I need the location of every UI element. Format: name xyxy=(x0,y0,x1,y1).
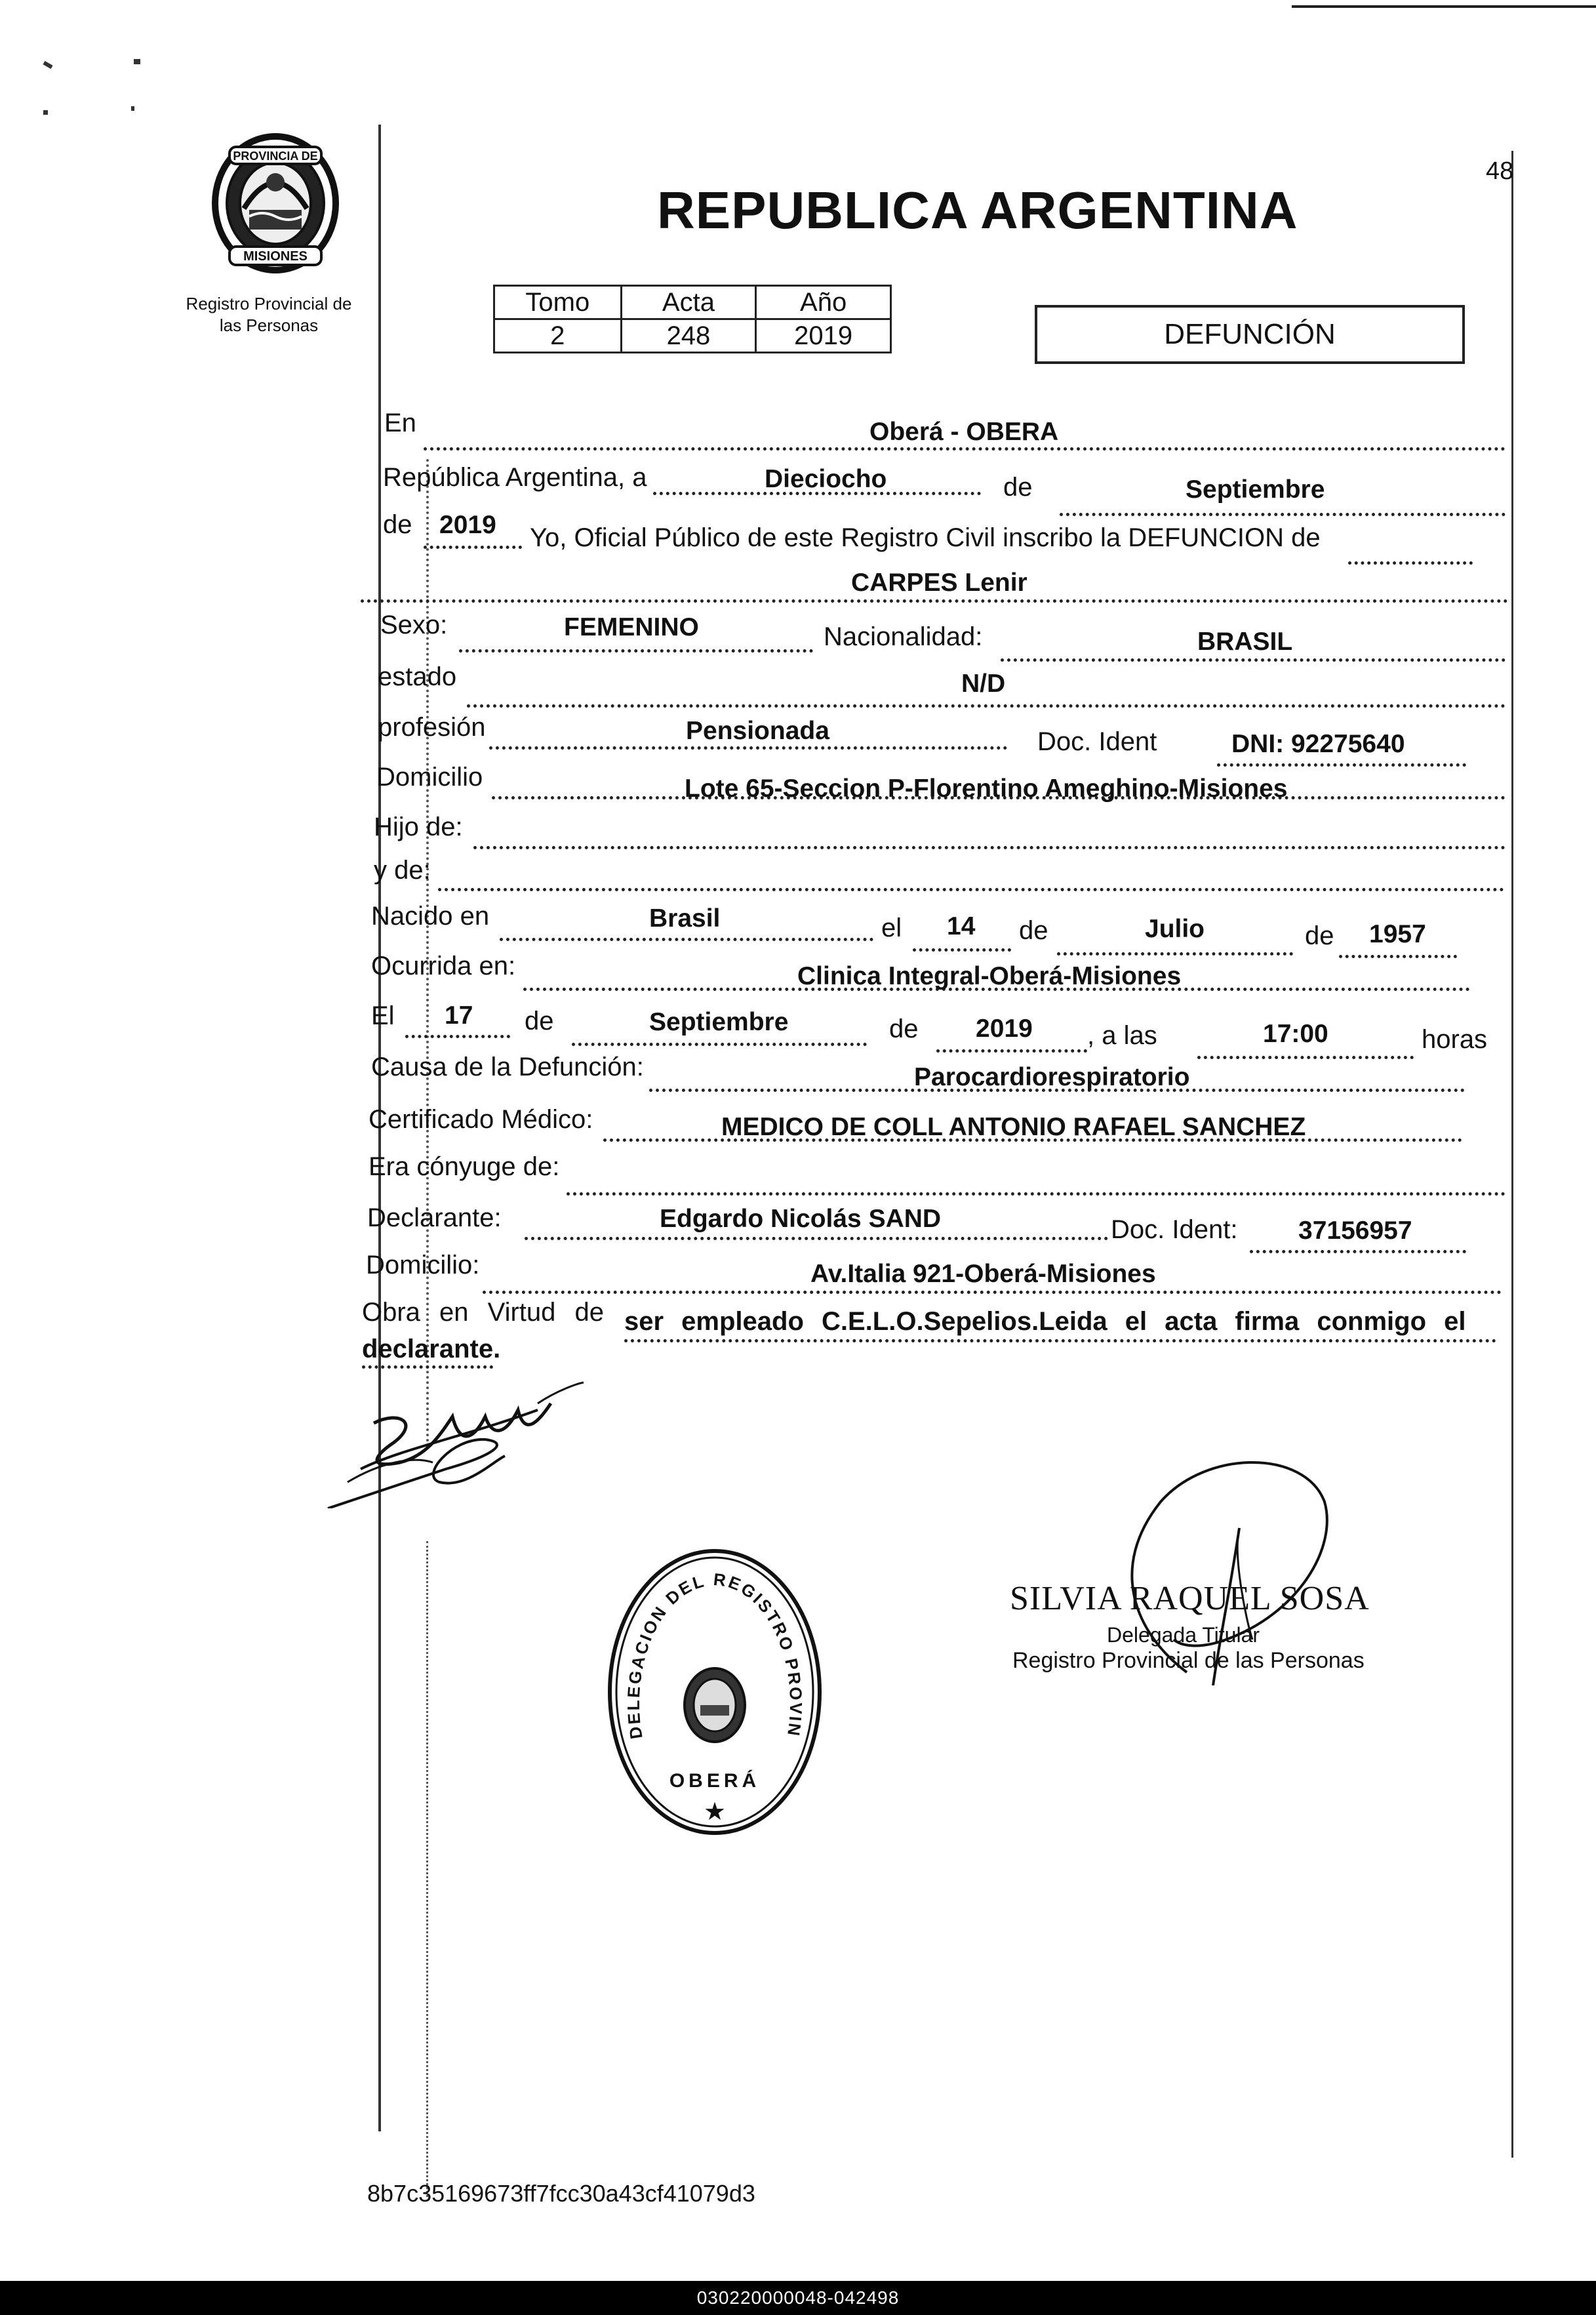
scan-speck xyxy=(43,61,52,69)
svg-text:PROVINCIA DE: PROVINCIA DE xyxy=(233,150,318,163)
hijo-de-dotted-line xyxy=(473,846,1506,849)
declarante-domicilio-value: Av.Italia 921-Oberá-Misiones xyxy=(810,1260,1156,1288)
causa-label: Causa de la Defunción: xyxy=(371,1053,644,1081)
nacido-en-dotted-line xyxy=(500,938,873,941)
doc-ident-value: DNI: 92275640 xyxy=(1231,730,1405,758)
birth-year-value: 1957 xyxy=(1369,920,1426,948)
anio-value: 2019 xyxy=(756,319,891,353)
birth-month-value: Julio xyxy=(1145,915,1205,943)
death-year-dotted-line xyxy=(936,1049,1087,1053)
official-role: Delegada Titular xyxy=(1107,1623,1260,1647)
right-margin-rule xyxy=(1511,151,1513,2158)
nacionalidad-dotted-line xyxy=(1001,658,1506,662)
declarant-signature xyxy=(321,1364,590,1508)
domicilio-value: Lote 65-Seccion P-Florentino Ameghino-Misiones xyxy=(685,775,1288,803)
book-reference-header-row xyxy=(494,286,891,319)
acta-value: 248 xyxy=(621,319,756,353)
birth-year-dotted-line xyxy=(1339,955,1457,958)
conyuge-dotted-line xyxy=(567,1192,1506,1196)
page-title: REPUBLICA ARGENTINA xyxy=(657,181,1298,239)
domicilio2-dotted-line xyxy=(483,1291,1502,1294)
org-name-line1: Registro Provincial de xyxy=(186,294,352,313)
doc-ident2-label: Doc. Ident: xyxy=(1111,1215,1238,1244)
obra-value-line2: declarante. xyxy=(362,1335,501,1363)
yo-oficial-label: Yo, Oficial Público de este Registro Civil inscribo la DEFUNCION de xyxy=(530,523,1321,552)
causa-value: Parocardiorespiratorio xyxy=(914,1063,1190,1091)
obra-label: Obra en Virtud de xyxy=(362,1298,605,1327)
death-month-dotted-line xyxy=(572,1043,867,1046)
estado-dotted-line xyxy=(467,704,1506,708)
official-org: Registro Provincial de las Personas xyxy=(1012,1648,1365,1673)
death-day-value: 17 xyxy=(445,1001,473,1030)
org-name-line2: las Personas xyxy=(219,315,319,335)
place-dotted-line xyxy=(424,447,1506,451)
estado-label: estado xyxy=(378,662,457,691)
inner-margin-dots-lower xyxy=(426,1541,428,2197)
death-month-value: Septiembre xyxy=(649,1008,789,1036)
doc-ident-label: Doc. Ident xyxy=(1037,727,1157,756)
hijo-de-label: Hijo de: xyxy=(374,813,463,841)
birth-month-dotted-line xyxy=(1057,952,1293,956)
death-day-dotted-line xyxy=(405,1035,510,1038)
death-de2-label: de xyxy=(889,1015,919,1043)
domicilio2-label: Domicilio: xyxy=(366,1251,480,1279)
estado-value: N/D xyxy=(961,670,1006,698)
conyuge-label: Era cónyuge de: xyxy=(369,1152,560,1181)
month-dotted-line xyxy=(1060,513,1506,516)
certificado-label: Certificado Médico: xyxy=(369,1105,593,1134)
nacionalidad-value: BRASIL xyxy=(1197,628,1293,656)
declarante-label: Declarante: xyxy=(367,1203,502,1232)
scan-speck xyxy=(134,59,140,64)
declarante-doc-value: 37156957 xyxy=(1298,1217,1412,1245)
name-dotted-line xyxy=(361,599,1508,603)
domicilio-label: Domicilio xyxy=(376,763,483,792)
profesion-dotted-line xyxy=(489,746,1007,750)
profesion-value: Pensionada xyxy=(686,717,829,745)
birth-de-label: de xyxy=(1019,916,1048,945)
horas-label: horas xyxy=(1422,1025,1488,1054)
certificado-value: MEDICO DE COLL ANTONIO RAFAEL SANCHEZ xyxy=(721,1113,1306,1141)
misiones-coat-of-arms-logo xyxy=(203,131,348,275)
declarante-dotted-line xyxy=(525,1237,1108,1240)
birth-day-dotted-line xyxy=(913,948,1011,952)
death-hour-value: 17:00 xyxy=(1263,1020,1328,1048)
death-de-label: de xyxy=(525,1007,554,1036)
svg-text:MISIONES: MISIONES xyxy=(243,249,308,264)
y-de-label: y de: xyxy=(374,856,431,885)
seal-outer-text: DELEGACION DEL REGISTRO PROVIN xyxy=(623,1569,807,1741)
republica-label: República Argentina, a xyxy=(383,463,647,492)
footer-code: 030220000048-042498 xyxy=(696,2287,900,2308)
place-value: Oberá - OBERA xyxy=(869,418,1059,446)
scan-speck xyxy=(43,110,48,115)
book-reference-table xyxy=(493,285,892,353)
declarante-value: Edgardo Nicolás SAND xyxy=(660,1205,942,1233)
top-right-rule xyxy=(1292,5,1596,8)
nacionalidad-label: Nacionalidad: xyxy=(824,622,983,651)
death-year-value: 2019 xyxy=(976,1015,1033,1043)
svg-text:★: ★ xyxy=(703,1797,727,1826)
obra-dotted-line xyxy=(624,1339,1496,1342)
birth-day-value: 14 xyxy=(947,912,976,940)
y-de-dotted-line xyxy=(438,888,1504,891)
tomo-value: 2 xyxy=(494,319,622,353)
year-dotted-line xyxy=(424,546,522,549)
tomo-header: Tomo xyxy=(494,286,622,319)
month-value: Septiembre xyxy=(1186,475,1325,504)
doc-ident-dotted-line xyxy=(1217,763,1466,767)
sexo-dotted-line xyxy=(459,649,813,653)
profesion-label: profesión xyxy=(378,713,486,742)
hour-dotted-line xyxy=(1197,1056,1414,1059)
el-cap-label: El xyxy=(371,1001,395,1030)
de-year-label: de xyxy=(383,510,412,539)
official-name: SILVIA RAQUEL SOSA xyxy=(1010,1580,1370,1617)
document-hash: 8b7c35169673ff7fcc30a43cf41079d3 xyxy=(367,2180,755,2207)
birthplace-value: Brasil xyxy=(649,904,721,933)
scan-speck xyxy=(131,106,134,111)
nacido-en-label: Nacido en xyxy=(371,902,490,931)
death-place-value: Clinica Integral-Oberá-Misiones xyxy=(797,962,1182,990)
acta-header: Acta xyxy=(621,286,756,319)
official-seal xyxy=(603,1541,826,1843)
a-las-label: , a las xyxy=(1087,1021,1157,1050)
book-reference-value-row xyxy=(494,319,891,353)
deceased-name-value: CARPES Lenir xyxy=(851,569,1027,597)
sexo-value: FEMENINO xyxy=(564,613,699,641)
document-type-box xyxy=(1035,305,1465,364)
anio-header: Año xyxy=(756,286,891,319)
de-label: de xyxy=(1003,473,1033,502)
sexo-label: Sexo: xyxy=(380,611,448,639)
page-number: 48 xyxy=(1486,157,1514,185)
en-label: En xyxy=(384,409,416,437)
footer-bar xyxy=(0,2281,1596,2315)
seal-city-text: OBERÁ xyxy=(669,1770,761,1792)
declarante-doc-dotted-line xyxy=(1250,1250,1466,1253)
el-label: el xyxy=(881,914,902,942)
yo-trailing-dotted-line xyxy=(1348,561,1473,565)
birth-de2-label: de xyxy=(1305,921,1334,950)
year-value: 2019 xyxy=(439,511,496,539)
ocurrida-en-label: Ocurrida en: xyxy=(371,952,516,980)
day-words-value: Dieciocho xyxy=(765,465,887,493)
obra-value-line1: ser empleado C.E.L.O.Sepelios.Leida el acta firma conmigo el xyxy=(624,1307,1466,1336)
document-type-label: DEFUNCIÓN xyxy=(1164,318,1336,350)
